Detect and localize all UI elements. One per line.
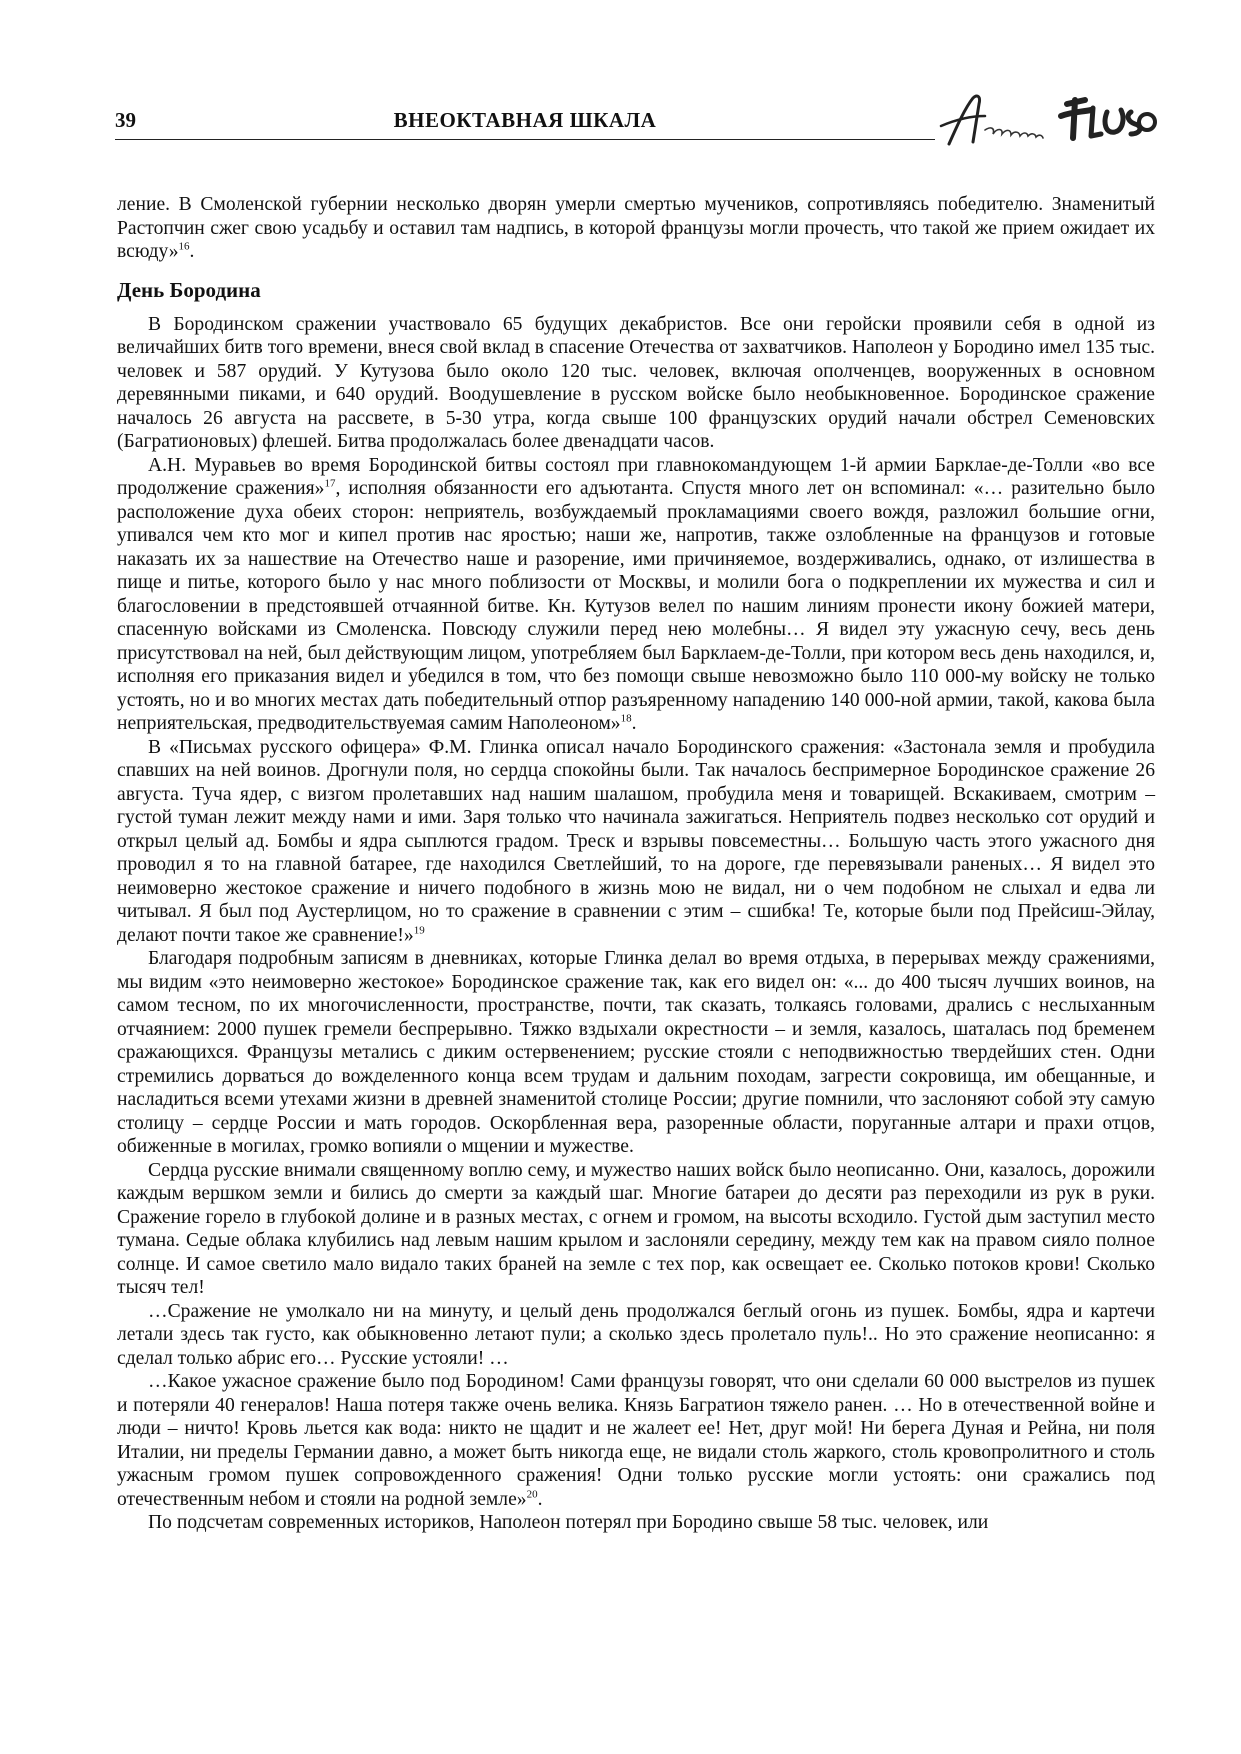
- paragraph-2: А.Н. Муравьев во время Бородинской битвы состоял при главнокомандующем 1-й армии Барклае-де-Толли «во все продолжение сражения»$^{17}$, исполняя обязанности его адъютанта. Спустя много лет он вспоминал: «… разительно было расположение духа обеих сторон: неприятель, возбуждаемый прокламациями своего вождя, разложил большие огни, упивался чем кто мог и кипел против нас яростью; наши же, напротив, также озлобленные на французов и готовые наказать их за нашествие на Отечество наше и разорение, ими причиняемое, воздерживались, однако, от излишества в пище и питье, которого было у нас много поблизости от Москвы, и молили бога о подкреплении их мужества и сил и благословении в предстоявшей отчаянной битве. Кн. Кутузов велел по нашим линиям пронести икону божией матери, спасенную войсками из Смоленска. Повсюду служили перед нею молебны… Я видел эту ужасную сечу, весь день присутствовал на ней, был действующим лицом, употребляем был Барклаем-де-Толли, при котором весь день находился, и, исполняя его приказания видел и убедился в том, что без помощи свыше невозможно было 110 000-му войску не только устоять, но и во многих местах дать победительный отпор разъяренному нападению 140 000-ной армии, такой, какова была неприятельская, предводительствуемая самим Наполеоном»$^{18}$.: [117, 454, 1155, 734]
- paragraph-4: Благодаря подробным записям в дневниках, которые Глинка делал во время отдыха, в перерывах между сражениями, мы видим «это неимоверно жестокое» Бородинское сражение так, как его видел он: «... до 400 тысяч лучших воинов, на самом тесном, по их многочисленности, пространстве, почти, так сказать, толкаясь головами, дрались с неслыханным отчаянием: 2000 пушек гремели беспрерывно. Тяжко вздыхали окрестности – и земля, казалось, шаталась под бременем сражающихся. Французы метались с диким остервенением; русские стояли с неподвижностью твердейших стен. Одни стремились дорваться до вожделенного конца всем трудам и дальним походам, загрести сокровища, им обещанные, и насладиться всеми утехами жизни в древней знаменитой столице России; другие помнили, что заслоняют собой эту самую столицу – сердце России и мать городов. Оскорбленная вера, разоренные области, поруганные алтари и прахи отцов, обиженные в могилах, громко вопияли о мщении и мужестве.: [117, 948, 1155, 1157]
- footnote-ref[interactable]: 18: [620, 712, 632, 725]
- paragraph-6: …Сражение не умолкало ни на минуту, и целый день продолжался беглый огонь из пушек. Бомбы, ядра и картечи летали здесь так густо, как обыкновенно летают пули; а сколько здесь пролетало пуль!.. Но это сражение неописанно: я сделал только абрис его… Русские устояли! …: [117, 1300, 1155, 1369]
- intro-paragraph: ление. В Смоленской губернии несколько дворян умерли смертью мучеников, сопротивляясь победителю. Знаменитый Растопчин сжег свою усадьбу и оставил там надпись, в которой французы могли прочесть, что такой же прием ожидает их всюду»$^{16}$.: [117, 194, 1155, 262]
- footnote-ref[interactable]: 19: [413, 923, 425, 936]
- paragraph-8: По подсчетам современных историков, Наполеон потерял при Бородино свыше 58 тыс. человек, или: [148, 1512, 989, 1533]
- paragraph-3: В «Письмах русского офицера» Ф.М. Глинка описал начало Бородинского сражения: «Застонала земля и пробудила спавших на ней воинов. Дрогнули поля, но сердца спокойны были. Так началось беспримерное Бородинское сражение 26 августа. Туча ядер, с визгом пролетавших над нашим шалашом, пробудила меня и товарищей. Вскакиваем, смотрим – густой туман лежит между нами и ими. Заря только что начинала зажигаться. Неприятель подвез несколько сот орудий и открыл целый ад. Бомбы и ядра сыплются градом. Треск и взрывы повсеместны… Большую часть этого ужасного дня проводил я то на главной батарее, где находился Светлейший, то на дороге, где перевязывали раненых… Я видел это неимоверно жестокое сражение и ничего подобного в жизнь мою не видал, ни о чем подобном не слыхал и едва ли читывал. Я был под Аустерлицом, но то сражение в сравнении с этим – сшибка! Те, которые были под Прейсиш-Эйлау, делают почти такое же сравнение!»$^{19}$: [117, 736, 1155, 946]
- footnote-ref[interactable]: 16: [178, 240, 190, 253]
- running-title: ВНЕОКТАВНАЯ ШКАЛА: [393, 108, 657, 132]
- page-header: [115, 100, 1160, 150]
- apraksin-blues-logo: [935, 86, 1165, 152]
- header-rule: [115, 139, 935, 140]
- paragraph-7: …Какое ужасное сражение было под Бородином! Сами французы говорят, что они сделали 60 000 выстрелов из пушек и потеряли 40 генералов! Наша потеря также очень велика. Князь Багратион тяжело ранен. … Но в отечественной войне и люди – ничто! Кровь льется как вода: никто не щадит и не жалеет ее! Нет, друг мой! Ни берега Дуная и Рейна, ни поля Италии, ни пределы Германии давно, а может быть никогда еще, не видали столь жаркого, столь кровопролитного и столь ужасным громом пушек сопровожденного сражения! Одни только русские могли устоять: они сражались под отечественным небом и стояли на родной земле»$^{20}$.: [117, 1371, 1155, 1510]
- section-heading: День Бородина: [117, 277, 261, 302]
- paragraph-1: В Бородинском сражении участвовало 65 будущих декабристов. Все они геройски проявили себя в одной из величайших битв того времени, внеся свой вклад в спасение Отечества от захватчиков. Наполеон у Бородино имел 135 тыс. человек и 587 орудий. У Кутузова было около 120 тыс. человек, включая ополченцев, вооруженных в основном деревянными пиками, и 640 орудий. Воодушевление в русском войске было необыкновенное. Бородинское сражение началось 26 августа на рассвете, в 5-30 утра, когда свыше 100 французских орудий начали обстрел Семеновских (Багратионовых) флешей. Битва продолжалась более двенадцати часов.: [117, 313, 1155, 452]
- article-body: [117, 193, 1155, 1535]
- footnote-ref[interactable]: 20: [526, 1487, 538, 1500]
- paragraph-5: Сердца русские внимали священному воплю сему, и мужество наших войск было неописанно. Они, казалось, дорожили каждым вершком земли и бились до смерти за каждый шаг. Многие батареи до десяти раз переходили из рук в руки. Сражение горело в глубокой долине и в разных местах, с огнем и громом, на высоты всходило. Густой дым заступил место тумана. Седые облака клубились над левым нашим крылом и заслоняли середину, между тем как на правом сияло полное солнце. И самое светило мало видало таких браней на земле с тех пор, как освещает ее. Сколько потоков крови! Сколько тысяч тел!: [117, 1159, 1155, 1298]
- page-number: 39: [115, 108, 136, 132]
- footnote-ref[interactable]: 17: [324, 477, 336, 490]
